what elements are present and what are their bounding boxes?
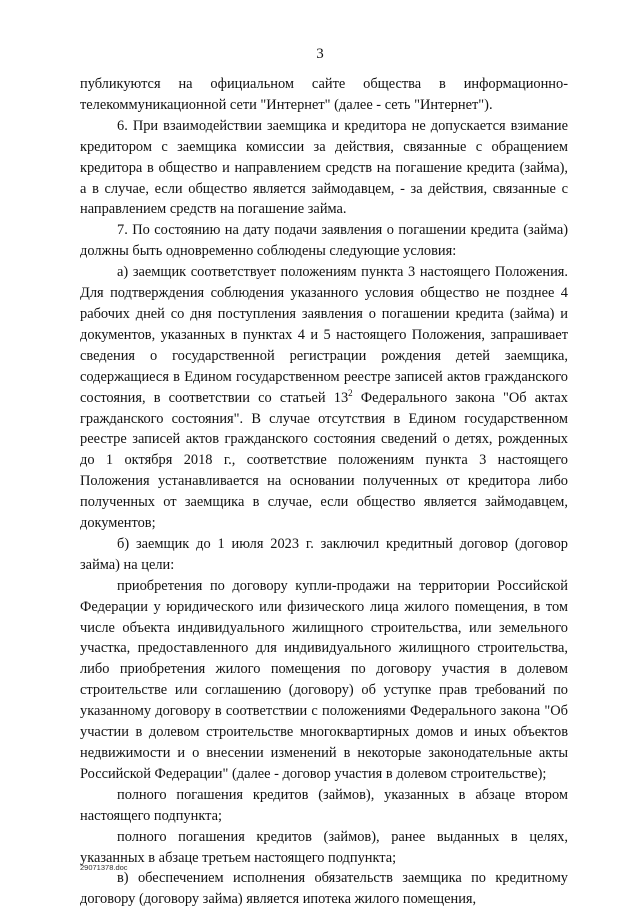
paragraph-subitem-b: б) заемщик до 1 июля 2023 г. заключил кредитный договор (договор займа) на цели:	[80, 535, 568, 573]
article-superscript: 2	[348, 387, 353, 398]
paragraph-purpose-repayment-1: полного погашения кредитов (займов), указанных в абзаце втором настоящего подпункта;	[80, 786, 568, 824]
document-body	[80, 74, 568, 910]
document-footer-filename: 29071378.doc	[80, 863, 128, 872]
subitem-a-text-start: а) заемщик соответствует положениям пункта 3 настоящего Положения. Для подтверждения соблюдения указанного условия общество не позднее 4 рабочих дней со дня поступления заявления о погашении кредита (займа) и документов, указанных в пунктах 4 и 5 настоящего Положения, запрашивает сведения о государственной регистрации рождения детей заемщика, содержащиеся в Едином государственном реестре записей актов гражданского состояния, в соответствии со статьей 13	[80, 264, 568, 406]
subitem-a-text-end: Федерального закона "Об актах гражданского состояния". В случае отсутствия в Едином государственном реестре записей актов гражданского состояния сведений о детях, рожденных до 1 октября 2018 г., соответствие положениям пункта 3 настоящего Положения устанавливается на основании полученных от кредитора либо полученных от заемщика в случае, если общество является займодавцем, документов;	[80, 389, 568, 532]
paragraph-purpose-acquisition: приобретения по договору купли-продажи на территории Российской Федерации у юридического или физического лица жилого помещения, в том числе объекта индивидуального жилищного строительства, или земельного участка, предоставленного для индивидуального жилищного строительства, либо приобретения жилого помещения по договору участия в долевом строительстве или соглашению (договору) об уступке прав требований по указанному договору в соответствии с положениями Федерального закона "Об участии в долевом строительстве многоквартирных домов и иных объектов недвижимости и о внесении изменений в некоторые законодательные акты Российской Федерации" (далее - договор участия в долевом строительстве);	[80, 577, 568, 782]
paragraph-subitem-a	[80, 262, 568, 534]
paragraph-intro: публикуются на официальном сайте общества в информационно-телекоммуникационной сети "Интернет" (далее - сеть "Интернет").	[80, 76, 568, 113]
paragraph-purpose-repayment-2: полного погашения кредитов (займов), ранее выданных в целях, указанных в абзаце третьем настоящего подпункта;	[80, 828, 568, 866]
paragraph-subitem-v: в) обеспечением исполнения обязательств заемщика по кредитному договору (договору займа) является ипотека жилого помещения,	[80, 870, 568, 908]
page-number: 3	[316, 46, 324, 62]
paragraph-item-7: 7. По состоянию на дату подачи заявления о погашении кредита (займа) должны быть одновременно соблюдены следующие условия:	[80, 222, 568, 260]
paragraph-item-6: 6. При взаимодействии заемщика и кредитора не допускается взимание кредитором с заемщика комиссии за действия, связанные с обращением кредитора в общество и направлением средств на погашение кредита (займа), а в случае, если общество является займодавцем, - за действия, связанные с направлением средств на погашение займа.	[80, 117, 568, 218]
